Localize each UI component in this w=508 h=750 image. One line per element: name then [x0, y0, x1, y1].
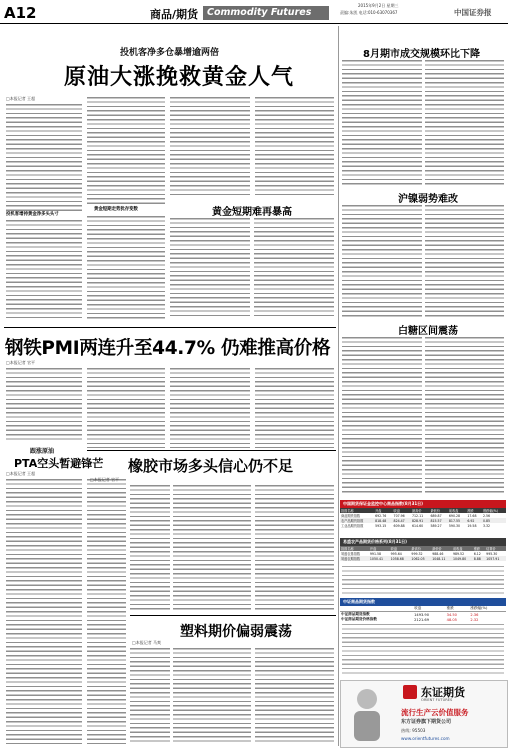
- table-header: 涨跌: [467, 509, 474, 513]
- table-header: 涨跌: [473, 547, 481, 551]
- body-text: [87, 216, 165, 320]
- table-header: 开盘: [369, 547, 377, 551]
- byline: □本报记者 王超: [6, 471, 36, 476]
- table-header: 开盘: [375, 509, 382, 513]
- table-cell: 中证商品期货价格指数: [341, 617, 377, 621]
- table-title: 中国期货保证金监控中心商品指数(8月31日): [340, 500, 506, 508]
- table-cell: 817.55: [448, 518, 461, 523]
- body-text: [342, 60, 422, 187]
- table-cell: 589.27: [430, 523, 442, 528]
- headline: 钢铁PMI两连升至44.7% 仍难推高价格: [5, 338, 331, 359]
- issue-date: 2015年9月2日 星期三: [358, 3, 399, 8]
- table-cell: 17.68: [467, 513, 477, 518]
- headline: 塑料期价偏弱震荡: [180, 624, 292, 640]
- table-cell: 6.92: [467, 518, 475, 523]
- table-header: 收盘: [390, 547, 398, 551]
- table-cell: 824.47: [393, 518, 405, 523]
- table-cell: 818.48: [375, 518, 387, 523]
- body-text: [170, 97, 250, 197]
- table-cell: 1048.11: [432, 556, 446, 561]
- body-text: [173, 648, 251, 744]
- table-cell: 712.11: [412, 513, 424, 518]
- table-header: 前收盘: [452, 547, 463, 551]
- sidebar-box: [170, 200, 334, 320]
- table-cell: 1062.05: [411, 556, 425, 561]
- table-cell: 689.87: [430, 513, 442, 518]
- table-title: 中证商品期货指数: [340, 598, 506, 606]
- body-text: [342, 337, 422, 495]
- table-cell: 2.32: [470, 617, 479, 622]
- table-cell: 6.12: [473, 551, 481, 556]
- table-cell: 中证商品期货指数: [341, 612, 370, 616]
- table-cell: 3.32: [482, 523, 491, 528]
- byline: □本报记者 官平: [6, 360, 36, 365]
- body-text: [6, 220, 82, 320]
- body-text: [130, 485, 170, 610]
- table-cell: 易盛农基指数: [341, 552, 361, 556]
- section-title: 商品/期货: [150, 8, 199, 21]
- table-header: 收盘: [414, 606, 422, 610]
- body-text: [87, 479, 126, 744]
- table-cell: 707.96: [393, 513, 405, 518]
- table-cell: 690.28: [448, 513, 461, 518]
- table-cell: 48.05: [446, 617, 457, 622]
- body-text: [255, 368, 334, 448]
- ad-slogan: 东方证券旗下期货公司: [401, 719, 452, 725]
- data-table: [340, 508, 506, 528]
- table-header: 最高价: [411, 547, 421, 551]
- table-header: 最低价: [430, 509, 441, 513]
- table-cell: 692.76: [375, 513, 387, 518]
- table-cell: 易盛农期指数: [341, 557, 361, 561]
- table-cell: 828.91: [412, 518, 424, 523]
- table-row: [340, 523, 506, 528]
- table-cell: 商品期货指数: [341, 514, 361, 518]
- table-cell: 609.88: [393, 523, 405, 528]
- table-cell: 1058.68: [390, 556, 404, 561]
- table-row: [340, 556, 506, 561]
- mascot-illustration: [344, 685, 390, 743]
- masthead: [0, 0, 508, 24]
- body-text: [255, 485, 334, 610]
- mascot-figure: [344, 685, 390, 743]
- body-text: [342, 566, 504, 594]
- subheading: 黄金短期走势犹存变数: [94, 207, 138, 212]
- ad-slogan: 流行生产云价值服务: [401, 708, 469, 717]
- table-cell: 2.36: [470, 612, 479, 617]
- table-cell: 农产品期货指数: [341, 519, 364, 523]
- body-text: [87, 368, 165, 448]
- data-table: [340, 606, 506, 622]
- table-header: 前收盘: [448, 509, 459, 513]
- body-text: [342, 205, 422, 318]
- body-text: [425, 337, 504, 495]
- table-cell: 995.30: [486, 551, 498, 556]
- table-title: 易盛农产品期货价格系列(8月31日): [340, 538, 506, 546]
- brand-logo-icon: [403, 685, 417, 699]
- body-text: [255, 97, 334, 197]
- table-cell: 19.58: [467, 523, 477, 528]
- ad-phone: 热线: 95503: [401, 728, 426, 733]
- body-text: [425, 60, 504, 187]
- box-title: 黄金短期难再暴高: [212, 207, 292, 218]
- right-headline: 白糖区间震荡: [398, 326, 458, 337]
- advertisement: [340, 680, 508, 748]
- section-rule: [4, 327, 336, 328]
- right-headline: 沪镍弱势难改: [398, 194, 458, 205]
- headline: PTA空头暂避锋芒: [14, 457, 104, 470]
- table-cell: 2121.69: [414, 617, 429, 622]
- body-text: [87, 97, 165, 206]
- table-header: 涨跌幅(%): [482, 509, 499, 513]
- table-cell: 593.15: [375, 523, 387, 528]
- section-rule: [87, 450, 336, 451]
- table-cell: 988.46: [432, 551, 444, 556]
- commodity-index-table: [340, 500, 506, 528]
- paper-name: 中国证券报: [454, 8, 492, 17]
- body-text: [170, 368, 250, 448]
- body-text: [130, 648, 170, 744]
- table-cell: 2.56: [482, 513, 491, 518]
- table-cell: 1493.90: [414, 612, 429, 617]
- csi-index-table: [340, 598, 506, 622]
- editor-line: 责编:朱凯 电话:010-63070367: [340, 10, 398, 15]
- table-header: 最高价: [412, 509, 422, 513]
- table-header: 涨跌: [446, 606, 454, 610]
- section-title-en: Commodity Futures: [203, 6, 329, 20]
- kicker: 投机客净多仓暴增逾两倍: [120, 48, 220, 58]
- table-row: [340, 617, 506, 622]
- table-cell: 1050.41: [369, 556, 384, 561]
- table-cell: 0.85: [482, 518, 491, 523]
- body-text: [425, 205, 504, 318]
- brand-name-en: ORIENT FUTURES: [421, 698, 453, 702]
- subheading: 投机客增持黄金净多头头寸: [6, 212, 59, 217]
- headline: 橡胶市场多头信心仍不足: [128, 457, 294, 475]
- section-rule: [130, 615, 336, 616]
- table-cell: 8.88: [473, 556, 481, 561]
- table-header: 指数名称: [341, 509, 354, 513]
- table-cell: 590.30: [448, 523, 461, 528]
- table-cell: 614.60: [412, 523, 424, 528]
- box-text: [254, 218, 334, 316]
- body-text: [6, 479, 82, 744]
- table-header: 最低价: [432, 547, 442, 551]
- table-header: 指数名称: [341, 547, 354, 551]
- right-headline: 8月期市成交规模环比下降: [363, 49, 480, 60]
- table-cell: 989.52: [452, 551, 465, 556]
- table-header: 收盘: [393, 509, 400, 513]
- body-text: [342, 624, 504, 674]
- table-cell: 1057.91: [486, 556, 500, 561]
- brand-name: 东证期货: [421, 686, 465, 699]
- body-text: [173, 485, 251, 610]
- table-cell: 999.32: [411, 551, 423, 556]
- table-cell: 991.58: [369, 551, 382, 556]
- table-cell: 34.50: [446, 612, 457, 617]
- body-text: [255, 648, 334, 744]
- table-cell: 815.57: [430, 518, 442, 523]
- table-cell: 995.64: [390, 551, 402, 556]
- table-header: 结算价: [486, 547, 496, 551]
- table-header: 涨跌幅(%): [470, 606, 488, 610]
- byline: □本报记者 马爽: [132, 640, 162, 645]
- kicker: 跟涨原油: [30, 448, 55, 455]
- body-text: [6, 368, 82, 440]
- masthead-rule: [0, 23, 508, 24]
- page-number: A12: [4, 4, 37, 22]
- headline: 原油大涨挽救黄金人气: [64, 65, 295, 90]
- body-text: [6, 104, 82, 211]
- box-text: [170, 218, 250, 316]
- table-cell: 工业品期货指数: [341, 524, 364, 528]
- ad-website[interactable]: www.orientfutures.com: [401, 736, 450, 741]
- byline: □本报记者 王超: [6, 96, 36, 101]
- byline: □本报记者 官平: [90, 477, 120, 482]
- table-cell: 1049.80: [452, 556, 467, 561]
- data-table: [340, 546, 506, 561]
- easy-index-table: [340, 538, 506, 561]
- column-divider: [338, 26, 339, 746]
